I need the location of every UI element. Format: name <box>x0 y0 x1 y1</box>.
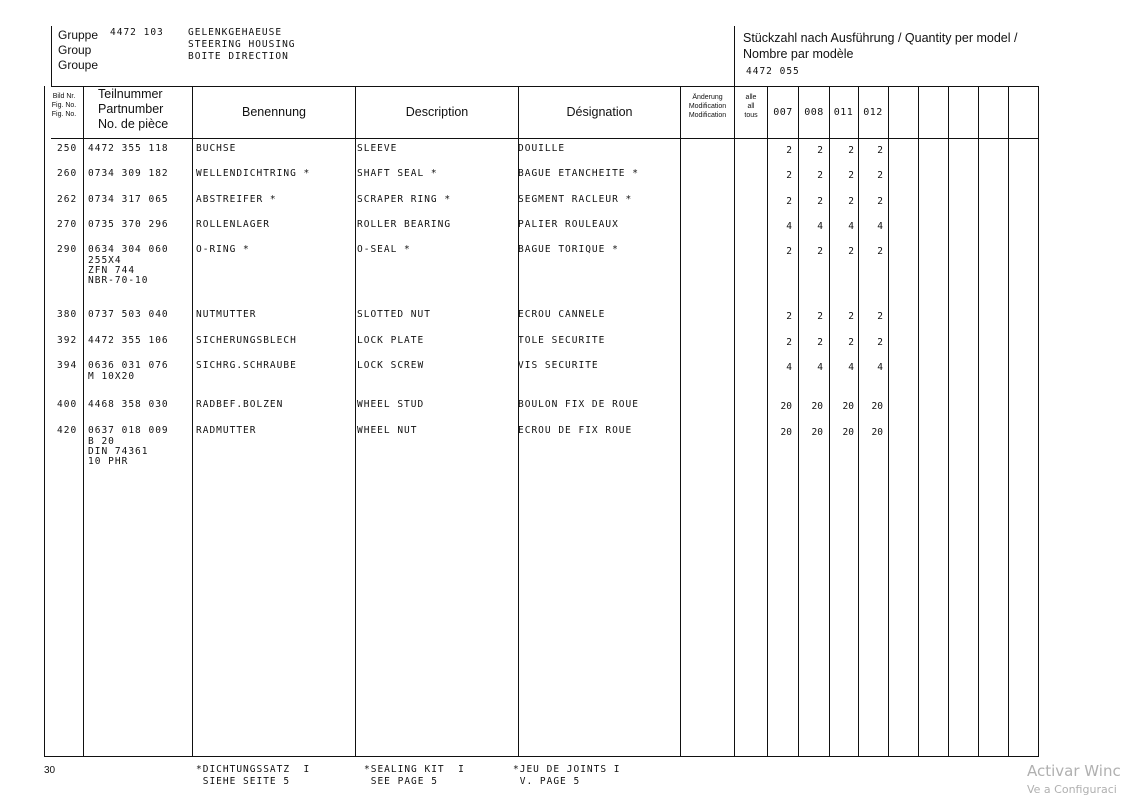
part-extra-info: ZFN 744 <box>88 265 136 276</box>
quantity-cell: 2 <box>817 145 823 156</box>
partnumber-de: Teilnummer <box>98 87 163 101</box>
header-left-border <box>51 26 52 86</box>
fig-no-de: Bild Nr. <box>52 93 76 100</box>
model-007-header: 007 <box>773 107 793 118</box>
page-number: 30 <box>44 765 56 776</box>
quantity-cell: 2 <box>877 337 883 348</box>
model-008-header: 008 <box>804 107 824 118</box>
part-number: 4468 358 030 <box>88 399 169 410</box>
quantity-cell: 20 <box>780 401 792 412</box>
benennung-cell: SICHERUNGSBLECH <box>196 335 297 346</box>
benennung-cell: ROLLENLAGER <box>196 219 270 230</box>
modification-header <box>681 93 734 120</box>
group-label: Group <box>58 43 92 57</box>
col-line-benennung <box>355 86 356 757</box>
footnote-fr-1: *JEU DE JOINTS I <box>513 764 621 775</box>
description-cell: WHEEL STUD <box>357 399 425 410</box>
quantity-cell: 2 <box>817 337 823 348</box>
quantity-cell: 4 <box>848 221 854 232</box>
quantity-cell: 2 <box>817 196 823 207</box>
quantity-cell: 4 <box>786 221 792 232</box>
col-line-left <box>44 86 45 757</box>
benennung-cell: WELLENDICHTRING * <box>196 168 311 179</box>
quantity-cell: 4 <box>877 362 883 373</box>
footnote-en-1: *SEALING KIT I <box>364 764 465 775</box>
fig-no-en: Fig. No. <box>51 102 77 109</box>
fig-no: 250 <box>57 143 78 154</box>
fig-no: 262 <box>57 194 78 205</box>
quantity-cell: 20 <box>811 427 823 438</box>
col-line-right <box>1038 86 1039 757</box>
quantity-cell: 4 <box>817 362 823 373</box>
footnote-fr-2: V. PAGE 5 <box>513 776 581 787</box>
quantity-cell: 2 <box>848 337 854 348</box>
description-cell: O-SEAL * <box>357 244 411 255</box>
modification-de: Änderung <box>692 94 723 101</box>
part-extra-info: DIN 74361 <box>88 446 149 457</box>
header-right-divider <box>734 26 735 86</box>
col-line-modification <box>734 86 735 757</box>
col-line-fig <box>83 86 84 757</box>
fig-no: 420 <box>57 425 78 436</box>
table-top-border <box>51 86 1038 87</box>
description-cell: SLOTTED NUT <box>357 309 431 320</box>
quantity-cell: 2 <box>817 170 823 181</box>
benennung-cell: RADBEF.BOLZEN <box>196 399 284 410</box>
group-number: 4472 103 <box>110 27 164 38</box>
quantity-cell: 2 <box>786 145 792 156</box>
fig-no-fr: Fig. No. <box>51 111 77 118</box>
designation-cell: VIS SECURITE <box>518 360 599 371</box>
quantity-cell: 20 <box>780 427 792 438</box>
quantity-cell: 2 <box>877 246 883 257</box>
benennung-cell: NUTMUTTER <box>196 309 257 320</box>
quantity-cell: 2 <box>848 145 854 156</box>
part-extra-info: 10 PHR <box>88 456 129 467</box>
col-line-012 <box>888 86 889 757</box>
all-en: all <box>747 103 755 110</box>
groupe-label: Groupe <box>58 58 99 72</box>
title-en: STEERING HOUSING <box>188 39 296 50</box>
part-number: 0637 018 009 <box>88 425 169 436</box>
part-number: 0737 503 040 <box>88 309 169 320</box>
description-cell: SLEEVE <box>357 143 398 154</box>
activation-watermark-link[interactable]: Ve a Configuraci <box>1027 783 1117 796</box>
benennung-cell: BUCHSE <box>196 143 237 154</box>
col-line-007 <box>798 86 799 757</box>
benennung-header: Benennung <box>242 105 306 119</box>
quantity-cell: 4 <box>817 221 823 232</box>
quantity-cell: 2 <box>877 311 883 322</box>
quantity-cell: 20 <box>842 401 854 412</box>
model-number: 4472 055 <box>746 66 800 77</box>
model-012-header: 012 <box>863 107 883 118</box>
activation-watermark: Activar Winc <box>1027 762 1121 780</box>
col-line-designation <box>680 86 681 757</box>
fig-no: 400 <box>57 399 78 410</box>
part-number: 4472 355 118 <box>88 143 169 154</box>
partnumber-en: Partnumber <box>98 102 164 116</box>
part-number: 0734 309 182 <box>88 168 169 179</box>
designation-cell: PALIER ROULEAUX <box>518 219 619 230</box>
part-number: 4472 355 106 <box>88 335 169 346</box>
col-line-empty-4 <box>1008 86 1009 757</box>
description-cell: SHAFT SEAL * <box>357 168 438 179</box>
designation-cell: BAGUE TORIQUE * <box>518 244 619 255</box>
quantity-cell: 2 <box>877 196 883 207</box>
quantity-cell: 20 <box>811 401 823 412</box>
part-extra-info: NBR-70-10 <box>88 275 149 286</box>
quantity-cell: 4 <box>786 362 792 373</box>
partnumber-header <box>98 87 168 132</box>
col-line-empty-1 <box>918 86 919 757</box>
benennung-cell: SICHRG.SCHRAUBE <box>196 360 297 371</box>
quantity-heading-2: Nombre par modèle <box>743 47 854 61</box>
quantity-cell: 2 <box>786 196 792 207</box>
table-header-bottom-border <box>51 138 1038 139</box>
title-fr: BOITE DIRECTION <box>188 51 289 62</box>
col-line-empty-2 <box>948 86 949 757</box>
designation-cell: ECROU CANNELE <box>518 309 606 320</box>
designation-cell: BOULON FIX DE ROUE <box>518 399 639 410</box>
quantity-cell: 20 <box>842 427 854 438</box>
partnumber-fr: No. de pièce <box>98 117 169 131</box>
col-line-part <box>192 86 193 757</box>
title-de: GELENKGEHAEUSE <box>188 27 283 38</box>
gruppe-label: Gruppe <box>58 28 99 42</box>
all-fr: tous <box>744 112 758 119</box>
fig-no: 260 <box>57 168 78 179</box>
fig-no: 270 <box>57 219 78 230</box>
quantity-cell: 2 <box>877 145 883 156</box>
col-line-empty-3 <box>978 86 979 757</box>
quantity-cell: 2 <box>817 311 823 322</box>
quantity-cell: 20 <box>871 427 883 438</box>
quantity-cell: 2 <box>848 311 854 322</box>
part-number: 0734 317 065 <box>88 194 169 205</box>
part-number: 0634 304 060 <box>88 244 169 255</box>
modification-en: Modification <box>688 103 727 110</box>
part-number: 0636 031 076 <box>88 360 169 371</box>
quantity-cell: 2 <box>817 246 823 257</box>
col-line-011 <box>858 86 859 757</box>
description-header: Description <box>405 105 469 119</box>
fig-no: 392 <box>57 335 78 346</box>
footnote-de-1: *DICHTUNGSSATZ I <box>196 764 311 775</box>
benennung-cell: ABSTREIFER * <box>196 194 277 205</box>
all-de: alle <box>745 94 757 101</box>
benennung-cell: O-RING * <box>196 244 250 255</box>
footnote-de-2: SIEHE SEITE 5 <box>196 776 291 787</box>
description-cell: ROLLER BEARING <box>357 219 452 230</box>
description-cell: LOCK SCREW <box>357 360 425 371</box>
designation-cell: TOLE SECURITE <box>518 335 606 346</box>
part-extra-info: 255X4 <box>88 255 122 266</box>
quantity-cell: 2 <box>848 196 854 207</box>
description-cell: SCRAPER RING * <box>357 194 452 205</box>
quantity-cell: 2 <box>786 337 792 348</box>
quantity-heading-1: Stückzahl nach Ausführung / Quantity per model / <box>743 31 1018 45</box>
description-cell: LOCK PLATE <box>357 335 425 346</box>
quantity-cell: 4 <box>877 221 883 232</box>
quantity-cell: 2 <box>848 246 854 257</box>
part-extra-info: M 10X20 <box>88 371 136 382</box>
part-number: 0735 370 296 <box>88 219 169 230</box>
col-line-008 <box>829 86 830 757</box>
quantity-cell: 4 <box>848 362 854 373</box>
part-extra-info: B 20 <box>88 436 115 447</box>
designation-cell: DOUILLE <box>518 143 566 154</box>
quantity-cell: 2 <box>877 170 883 181</box>
col-line-all <box>767 86 768 757</box>
footnote-en-2: SEE PAGE 5 <box>364 776 438 787</box>
quantity-cell: 2 <box>786 170 792 181</box>
quantity-cell: 2 <box>786 311 792 322</box>
designation-cell: ECROU DE FIX ROUE <box>518 425 633 436</box>
fig-no-header <box>45 92 83 119</box>
quantity-cell: 2 <box>848 170 854 181</box>
description-cell: WHEEL NUT <box>357 425 418 436</box>
fig-no: 290 <box>57 244 78 255</box>
designation-cell: SEGMENT RACLEUR * <box>518 194 633 205</box>
benennung-cell: RADMUTTER <box>196 425 257 436</box>
all-header <box>735 93 767 120</box>
designation-header: Désignation <box>566 105 633 119</box>
model-011-header: 011 <box>833 107 854 118</box>
fig-no: 380 <box>57 309 78 320</box>
quantity-cell: 2 <box>786 246 792 257</box>
fig-no: 394 <box>57 360 78 371</box>
designation-cell: BAGUE ETANCHEITE * <box>518 168 639 179</box>
col-line-description <box>518 86 519 757</box>
quantity-cell: 20 <box>871 401 883 412</box>
modification-fr: Modification <box>688 112 727 119</box>
